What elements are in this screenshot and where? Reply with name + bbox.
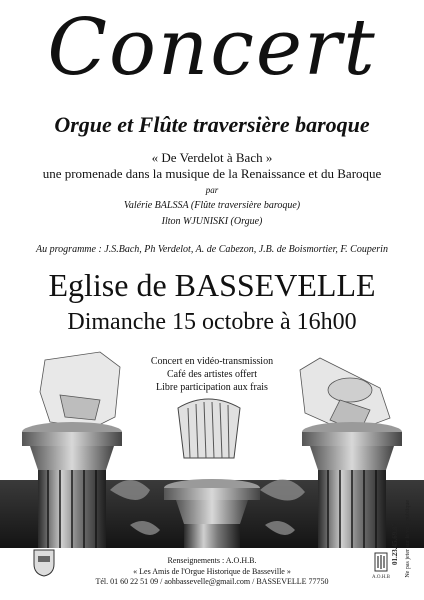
concert-subtitle: Orgue et Flûte traversière baroque xyxy=(54,112,370,137)
footer-line-association: « Les Amis de l'Orgue Historique de Basseville » xyxy=(133,566,291,576)
event-info-block xyxy=(0,355,424,394)
performer-flute: Valérie BALSSA (Flûte traversière baroque) xyxy=(123,200,301,211)
side-disclaimer: Ne pas jeter sur la voie publique xyxy=(405,500,411,578)
performer-organ: Ilton WJUNISKI (Orgue) xyxy=(161,216,263,227)
venue-heading: Eglise de BASSEVELLE xyxy=(48,267,376,303)
aohb-logo-label: A.O.H.B xyxy=(372,575,390,580)
concert-title: Concert xyxy=(47,3,377,93)
footer-contact xyxy=(0,556,424,588)
date-heading: Dimanche 15 octobre à 16h00 xyxy=(67,309,357,335)
info-line-video: Concert en vidéo-transmission xyxy=(150,356,274,367)
footer-line-contact: Tél. 01 60 22 51 09 / aohbassevelle@gmail.com / BASSEVELLE 77750 xyxy=(95,577,329,586)
tagline-description: une promenade dans la musique de la Renaissance et du Baroque xyxy=(42,166,382,181)
side-phone-number: 01.23.45.69.87 xyxy=(391,523,399,565)
footer-line-info: Renseignements : A.O.H.B. xyxy=(167,556,257,565)
harp-sculpture xyxy=(178,399,240,458)
tagline-quote: « De Verdelot à Bach » xyxy=(151,150,273,165)
info-line-participation: Libre participation aux frais xyxy=(156,382,268,393)
programme-line: Au programme : J.S.Bach, Ph Verdelot, A. de Cabezon, J.B. de Boismortier, F. Couperin xyxy=(36,244,388,255)
by-label: par xyxy=(205,185,219,195)
info-line-coffee: Café des artistes offert xyxy=(166,369,258,380)
